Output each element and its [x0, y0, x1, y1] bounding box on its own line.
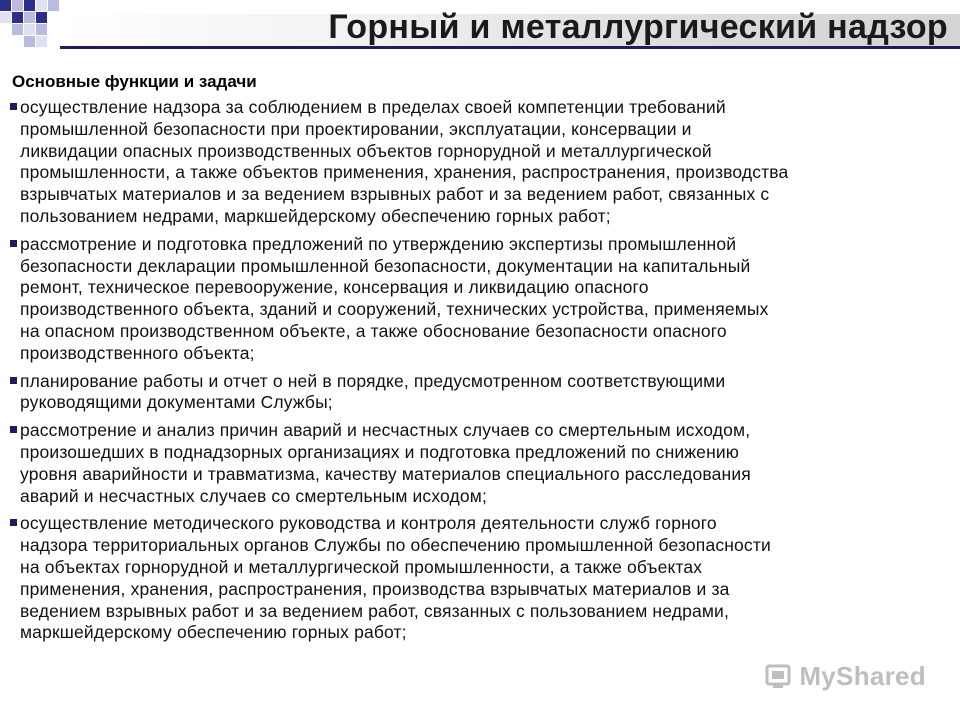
list-item-line: рассмотрение и подготовка предложений по утверждению экспертизы промышленной: [20, 233, 737, 254]
square-bullet-icon: [10, 240, 17, 247]
list-item-line: осуществление надзора за соблюдением в пределах своей компетенции требований: [20, 97, 726, 117]
square-bullet-icon: [10, 103, 17, 110]
list-item-line: ведением взрывных работ и за ведением работ, связанных с пользованием недрами,: [20, 600, 729, 621]
list-item-text: [20, 420, 945, 507]
list-item-line: на объектах горнорудной и металлургической промышленности, а также объектах: [20, 556, 703, 577]
list-item-line: планирование работы и отчет о ней в порядке, предусмотренном соответствующими: [20, 370, 726, 391]
list-item-line: ремонт, техническое перевооружение, консервация и ликвидацию опасного: [20, 277, 649, 298]
list-item-line: производственного объекта, зданий и сооружений, технических устройства, применяемых: [20, 299, 769, 320]
square-bullet-icon: [10, 519, 17, 526]
list-item: [10, 371, 945, 415]
watermark-text: MyShared: [799, 661, 926, 691]
list-item-line: на опасном производственном объекте, а также обоснование безопасности опасного: [20, 320, 727, 341]
bullet-list: [10, 97, 945, 650]
list-item: [10, 513, 945, 644]
myshared-logo-icon: [763, 662, 793, 692]
list-item-line: промышленной безопасности при проектировании, эксплуатации, консервации и: [20, 118, 692, 139]
list-item-line: осуществление методического руководства и контроля деятельности служб горного: [20, 513, 717, 534]
list-item-line: надзора территориальных органов Службы по обеспечению промышленной безопасности: [20, 535, 771, 556]
list-item-line: взрывчатых материалов и за ведением взрывных работ и за ведением работ, связанных с: [20, 184, 770, 205]
list-item-line: маркшейдерскому обеспечению горных работ;: [20, 622, 407, 643]
list-item-line: аварий и несчастных случаев со смертельным исходом;: [20, 485, 487, 506]
list-item: [10, 97, 945, 228]
list-item-line: промышленности, а также объектов применения, хранения, распространения, производства: [20, 162, 789, 183]
watermark: [763, 661, 926, 692]
list-item-line: уровня аварийности и травматизма, качеству материалов специального расследования: [20, 463, 751, 484]
list-item-line: рассмотрение и анализ причин аварий и несчастных случаев со смертельным исходом,: [20, 420, 751, 441]
list-item-line: безопасности декларации промышленной безопасности, документации на капитальный: [20, 255, 751, 276]
square-bullet-icon: [10, 426, 17, 433]
list-item-line: произошедших в поднадзорных организациях и подготовка предложений по снижению: [20, 441, 740, 462]
list-item-text: [20, 513, 945, 644]
list-item-line: пользованием недрами, маркшейдерскому обеспечению горных работ;: [20, 205, 611, 226]
list-item-text: [20, 371, 945, 415]
square-bullet-icon: [10, 377, 17, 384]
list-item-text: [20, 97, 945, 228]
list-item-line: ликвидации опасных производственных объектов горнорудной и металлургической: [20, 140, 712, 161]
list-item-line: руководящими документами Службы;: [20, 392, 333, 413]
list-item-line: производственного объекта;: [20, 342, 255, 363]
slide-title: Горный и металлургический надзор: [328, 8, 948, 46]
list-item: [10, 420, 945, 507]
list-item-text: [20, 234, 945, 365]
list-item-line: применения, хранения, распространения, производства взрывчатых материалов и за: [20, 578, 730, 599]
list-item: [10, 234, 945, 365]
section-subtitle: Основные функции и задачи: [12, 72, 257, 91]
